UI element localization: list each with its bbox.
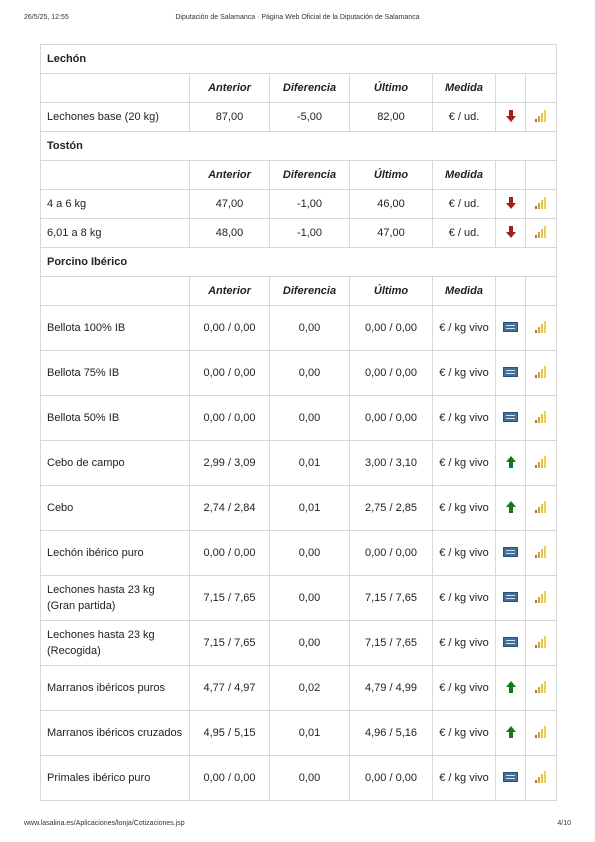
column-header-row: [41, 161, 557, 190]
price-ultimo: 0,00 / 0,00: [350, 531, 433, 576]
column-header-row: [41, 74, 557, 103]
price-unit: € / kg vivo: [433, 711, 496, 756]
bar-chart-icon[interactable]: [534, 636, 548, 648]
trend-cell: [496, 576, 526, 621]
price-ultimo: 0,00 / 0,00: [350, 351, 433, 396]
product-name: Lechones hasta 23 kg (Recogida): [41, 621, 190, 666]
price-ultimo: 4,96 / 5,16: [350, 711, 433, 756]
section-title: Porcino Ibérico: [41, 248, 557, 277]
price-ultimo: 7,15 / 7,65: [350, 621, 433, 666]
trend-equal-icon: [503, 367, 518, 377]
price-diferencia: 0,01: [270, 486, 350, 531]
product-name: 4 a 6 kg: [41, 190, 190, 219]
bar-chart-icon[interactable]: [534, 411, 548, 423]
trend-cell: [496, 486, 526, 531]
trend-cell: [496, 396, 526, 441]
price-anterior: 2,74 / 2,84: [190, 486, 270, 531]
print-url: www.lasalina.es/Aplicaciones/lonja/Cotizaciones.jsp: [24, 820, 185, 827]
trend-equal-icon: [503, 772, 518, 782]
bar-chart-icon[interactable]: [534, 771, 548, 783]
table-row: [41, 486, 557, 531]
price-ultimo: 3,00 / 3,10: [350, 441, 433, 486]
product-name: Marranos ibéricos puros: [41, 666, 190, 711]
price-ultimo: 46,00: [350, 190, 433, 219]
price-unit: € / kg vivo: [433, 351, 496, 396]
product-name: Bellota 75% IB: [41, 351, 190, 396]
product-name: Lechón ibérico puro: [41, 531, 190, 576]
trend-cell: [496, 756, 526, 801]
table-row: [41, 219, 557, 248]
table-row: [41, 756, 557, 801]
product-name: Cebo de campo: [41, 441, 190, 486]
table-row: [41, 306, 557, 351]
chart-cell[interactable]: [526, 219, 557, 248]
trend-up-arrow-icon: [506, 681, 516, 693]
table-row: [41, 621, 557, 666]
column-header-blank: [41, 74, 190, 103]
section-header: [41, 248, 557, 277]
column-header-blank: [496, 74, 526, 103]
price-ultimo: 0,00 / 0,00: [350, 756, 433, 801]
trend-equal-icon: [503, 412, 518, 422]
price-anterior: 0,00 / 0,00: [190, 351, 270, 396]
table-row: [41, 576, 557, 621]
trend-equal-icon: [503, 592, 518, 602]
trend-cell: [496, 351, 526, 396]
bar-chart-icon[interactable]: [534, 681, 548, 693]
price-anterior: 4,77 / 4,97: [190, 666, 270, 711]
chart-cell[interactable]: [526, 621, 557, 666]
column-header-blank: [496, 161, 526, 190]
column-header-anterior: Anterior: [190, 74, 270, 103]
price-anterior: 0,00 / 0,00: [190, 756, 270, 801]
trend-equal-icon: [503, 547, 518, 557]
table-row: [41, 103, 557, 132]
bar-chart-icon[interactable]: [534, 226, 548, 238]
price-unit: € / kg vivo: [433, 396, 496, 441]
price-anterior: 48,00: [190, 219, 270, 248]
price-unit: € / ud.: [433, 190, 496, 219]
trend-cell: [496, 441, 526, 486]
column-header-blank: [41, 277, 190, 306]
product-name: Cebo: [41, 486, 190, 531]
table-row: [41, 711, 557, 756]
bar-chart-icon[interactable]: [534, 366, 548, 378]
bar-chart-icon[interactable]: [534, 110, 548, 122]
price-anterior: 0,00 / 0,00: [190, 396, 270, 441]
price-anterior: 0,00 / 0,00: [190, 306, 270, 351]
column-header-medida: Medida: [433, 74, 496, 103]
trend-cell: [496, 190, 526, 219]
column-header-medida: Medida: [433, 161, 496, 190]
price-anterior: 7,15 / 7,65: [190, 621, 270, 666]
bar-chart-icon[interactable]: [534, 726, 548, 738]
price-unit: € / kg vivo: [433, 576, 496, 621]
trend-equal-icon: [503, 637, 518, 647]
price-unit: € / kg vivo: [433, 621, 496, 666]
product-name: Lechones base (20 kg): [41, 103, 190, 132]
chart-cell[interactable]: [526, 441, 557, 486]
price-diferencia: 0,01: [270, 711, 350, 756]
bar-chart-icon[interactable]: [534, 546, 548, 558]
column-header-blank: [41, 161, 190, 190]
section-header: [41, 132, 557, 161]
price-ultimo: 0,00 / 0,00: [350, 396, 433, 441]
price-diferencia: 0,00: [270, 576, 350, 621]
price-unit: € / ud.: [433, 103, 496, 132]
table-row: [41, 666, 557, 711]
price-anterior: 0,00 / 0,00: [190, 531, 270, 576]
chart-cell[interactable]: [526, 531, 557, 576]
column-header-ultimo: Último: [350, 277, 433, 306]
column-header-blank: [526, 74, 557, 103]
price-diferencia: -1,00: [270, 219, 350, 248]
bar-chart-icon[interactable]: [534, 591, 548, 603]
trend-down-arrow-icon: [506, 197, 516, 209]
chart-cell[interactable]: [526, 190, 557, 219]
bar-chart-icon[interactable]: [534, 456, 548, 468]
product-name: 6,01 a 8 kg: [41, 219, 190, 248]
price-anterior: 2,99 / 3,09: [190, 441, 270, 486]
chart-cell[interactable]: [526, 306, 557, 351]
price-diferencia: 0,00: [270, 396, 350, 441]
price-unit: € / kg vivo: [433, 756, 496, 801]
product-name: Bellota 100% IB: [41, 306, 190, 351]
trend-cell: [496, 621, 526, 666]
column-header-blank: [526, 161, 557, 190]
price-ultimo: 7,15 / 7,65: [350, 576, 433, 621]
trend-cell: [496, 531, 526, 576]
column-header-diferencia: Diferencia: [270, 74, 350, 103]
trend-up-arrow-icon: [506, 501, 516, 513]
trend-equal-icon: [503, 322, 518, 332]
section-header: [41, 45, 557, 74]
price-anterior: 47,00: [190, 190, 270, 219]
column-header-blank: [496, 277, 526, 306]
trend-up-arrow-icon: [506, 726, 516, 738]
trend-cell: [496, 711, 526, 756]
chart-cell[interactable]: [526, 396, 557, 441]
chart-cell[interactable]: [526, 711, 557, 756]
trend-up-arrow-icon: [506, 456, 516, 468]
trend-cell: [496, 219, 526, 248]
price-anterior: 7,15 / 7,65: [190, 576, 270, 621]
print-date: 26/5/25, 12:55: [24, 14, 69, 21]
price-unit: € / kg vivo: [433, 441, 496, 486]
price-anterior: 87,00: [190, 103, 270, 132]
product-name: Bellota 50% IB: [41, 396, 190, 441]
price-unit: € / kg vivo: [433, 306, 496, 351]
table-row: [41, 441, 557, 486]
column-header-ultimo: Último: [350, 161, 433, 190]
chart-cell[interactable]: [526, 351, 557, 396]
bar-chart-icon[interactable]: [534, 501, 548, 513]
table-row: [41, 531, 557, 576]
table-row: [41, 190, 557, 219]
bar-chart-icon[interactable]: [534, 197, 548, 209]
price-ultimo: 4,79 / 4,99: [350, 666, 433, 711]
trend-down-arrow-icon: [506, 226, 516, 238]
product-name: Lechones hasta 23 kg (Gran partida): [41, 576, 190, 621]
price-unit: € / kg vivo: [433, 531, 496, 576]
column-header-row: [41, 277, 557, 306]
price-table: [40, 44, 557, 801]
price-diferencia: 0,00: [270, 531, 350, 576]
product-name: Marranos ibéricos cruzados: [41, 711, 190, 756]
price-ultimo: 0,00 / 0,00: [350, 306, 433, 351]
bar-chart-icon[interactable]: [534, 321, 548, 333]
column-header-ultimo: Último: [350, 74, 433, 103]
trend-cell: [496, 103, 526, 132]
price-diferencia: 0,00: [270, 351, 350, 396]
price-diferencia: -5,00: [270, 103, 350, 132]
price-ultimo: 82,00: [350, 103, 433, 132]
section-title: Tostón: [41, 132, 557, 161]
chart-cell[interactable]: [526, 486, 557, 531]
trend-down-arrow-icon: [506, 110, 516, 122]
print-title: Diputación de Salamanca · Página Web Oficial de la Diputación de Salamanca: [175, 14, 420, 21]
table-row: [41, 396, 557, 441]
column-header-diferencia: Diferencia: [270, 277, 350, 306]
trend-cell: [496, 666, 526, 711]
price-unit: € / ud.: [433, 219, 496, 248]
chart-cell[interactable]: [526, 756, 557, 801]
table-row: [41, 351, 557, 396]
column-header-diferencia: Diferencia: [270, 161, 350, 190]
price-diferencia: 0,02: [270, 666, 350, 711]
product-name: Primales ibérico puro: [41, 756, 190, 801]
column-header-anterior: Anterior: [190, 277, 270, 306]
price-unit: € / kg vivo: [433, 666, 496, 711]
chart-cell[interactable]: [526, 576, 557, 621]
price-table-body: [41, 45, 557, 801]
trend-cell: [496, 306, 526, 351]
price-unit: € / kg vivo: [433, 486, 496, 531]
page-number: 4/10: [557, 820, 571, 827]
column-header-anterior: Anterior: [190, 161, 270, 190]
column-header-medida: Medida: [433, 277, 496, 306]
price-diferencia: 0,00: [270, 756, 350, 801]
chart-cell[interactable]: [526, 103, 557, 132]
price-diferencia: -1,00: [270, 190, 350, 219]
price-ultimo: 47,00: [350, 219, 433, 248]
price-anterior: 4,95 / 5,15: [190, 711, 270, 756]
chart-cell[interactable]: [526, 666, 557, 711]
price-diferencia: 0,01: [270, 441, 350, 486]
price-ultimo: 2,75 / 2,85: [350, 486, 433, 531]
section-title: Lechón: [41, 45, 557, 74]
price-diferencia: 0,00: [270, 306, 350, 351]
column-header-blank: [526, 277, 557, 306]
price-diferencia: 0,00: [270, 621, 350, 666]
